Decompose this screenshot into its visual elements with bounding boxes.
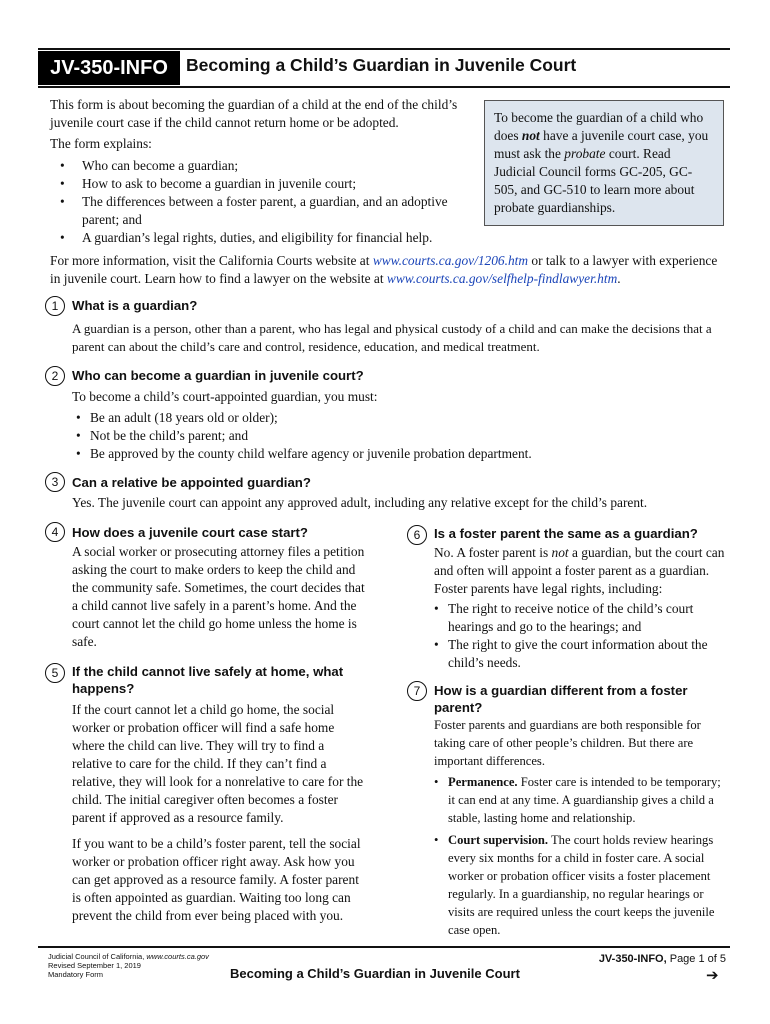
more-info-paragraph [50,252,720,288]
permanence-text: Foster care is intended to be temporary; it can end at any time. A guardianship gives a child a stable, lasting home and relationship. [448,775,721,825]
list-item: • A guardian’s legal rights, duties, and eligibility for financial help. [50,229,460,247]
form-id-badge: JV-350-INFO [38,51,180,85]
section-2-bullet-list [72,409,722,463]
court-supervision-text: The court holds review hearings every six months for a child in foster care. A social worker or probation officer visits a foster placement regularly. In a guardianship, no regular hearings or visits are required unless the court keeps the juvenile case open. [448,833,715,937]
list-item: • The right to give the court information about the child’s needs. [430,636,720,672]
section-7-lead: Foster parents and guardians are both responsible for taking care of other people’s children. But there are important differences. [434,718,701,768]
section-2-number: 2 [45,366,65,386]
section-3-text: Yes. The juvenile court can appoint any approved adult, including any relative except for the child’s parent. [72,495,648,510]
more-info-text: . [617,271,621,286]
intro-explains-label: The form explains: [50,136,152,151]
probate-note-text: To become the guardian of a child who does [494,110,704,143]
section-3-number: 3 [45,472,65,492]
footer-title: Becoming a Child’s Guardian in Juvenile Court [230,966,520,981]
footer-website-link[interactable]: www.courts.ca.gov [146,952,209,961]
more-info-text: or talk to a lawyer with experience in juvenile court. Learn how to find a lawyer on the website at [50,253,718,286]
section-6-text-part: a guardian, but the court can and often will appoint a foster parent as a guardian. Foster parents have legal rights, including: [434,545,725,596]
section-5-number: 5 [45,663,65,683]
footer-mandatory-form: Mandatory Form [48,970,104,979]
permanence-label: Permanence. [448,775,518,789]
list-item: • Be an adult (18 years old or older); [72,409,722,427]
courts-guardian-link[interactable]: www.courts.ca.gov/1206.htm [372,253,529,268]
section-1-text: A guardian is a person, other than a parent, who has legal and physical custody of a child and can make the decisions that a parent can about the child’s care and control, residence, education, and medical treatment. [72,321,712,354]
probate-note-text: have a juvenile court case, you must ask the [494,128,709,161]
section-6-heading: Is a foster parent the same as a guardian? [434,526,698,541]
list-item [430,773,726,827]
section-4-text: A social worker or prosecuting attorney files a petition asking the court to make orders to keep the child and the community safe. Sometimes, the court decides that a child cannot live safely in a parent’s home. And the court cannot let the child go home unless the home is safe. [72,544,365,649]
section-6-bullet-list [430,600,720,672]
probate-note-box [484,100,724,226]
intro-paragraph: This form is about becoming the guardian of a child at the end of the child’s juvenile court case if the child cannot return home or be adopted. [50,97,458,130]
section-6-emphasis: not [551,545,569,560]
section-5-heading: If the child cannot live safely at home, what happens? [72,664,344,696]
section-1-heading: What is a guardian? [72,298,198,313]
section-5-paragraph-1: If the court cannot let a child go home, the social worker or probation officer will find a safe home where the child can live. They will try to find a relative to care for the child. If they can’t find a relative, they will look for a nonrelative to care for the child. The initial caregiver often becomes a foster parent if approved as a resource family. [72,702,364,825]
probate-note-emphasis: not [521,128,540,143]
footer-page-info [580,953,726,965]
footer-revised-date: Revised September 1, 2019 [48,961,141,970]
footer-page-number: Page 1 of 5 [666,953,726,965]
section-4-number: 4 [45,522,65,542]
find-lawyer-link[interactable]: www.courts.ca.gov/selfhelp-findlawyer.htm [386,271,618,286]
court-supervision-label: Court supervision. [448,833,549,847]
section-7-number: 7 [407,681,427,701]
footer-rule [38,946,730,948]
intro-bullet-list [50,157,460,247]
section-4-heading: How does a juvenile court case start? [72,525,308,540]
list-item: • Not be the child’s parent; and [72,427,722,445]
section-7-heading: How is a guardian different from a foster parent? [434,683,688,715]
page-title: Becoming a Child’s Guardian in Juvenile Court [186,55,577,75]
section-7-bullet-list [430,773,726,939]
list-item [430,831,726,939]
section-2-lead: To become a child’s court-appointed guardian, you must: [72,389,378,404]
footer-form-id: JV-350-INFO, [598,953,667,965]
list-item: • The differences between a foster parent, a guardian, and an adoptive parent; and [50,193,460,229]
next-page-arrow-icon[interactable]: ➔ [706,966,719,984]
probate-note-text: court. Read Judicial Council forms GC-205, GC-505, and GC-510 to learn more about probate guardianships. [494,146,695,215]
footer-publisher-text: Judicial Council of California, [48,952,147,961]
header-bottom-rule [38,86,730,88]
more-info-text: For more information, visit the California Courts website at [50,253,373,268]
header-top-rule [38,48,730,50]
list-item: • Who can become a guardian; [50,157,460,175]
section-3-heading: Can a relative be appointed guardian? [72,475,311,490]
probate-note-emphasis: probate [564,146,606,161]
list-item: • The right to receive notice of the child’s court hearings and go to the hearings; and [430,600,720,636]
list-item: • Be approved by the county child welfare agency or juvenile probation department. [72,445,722,463]
footer-publisher [48,952,209,961]
section-5-paragraph-2: If you want to be a child’s foster parent, tell the social worker or probation officer right away. Ask how you can get approved as a resource family. A foster parent is often appointed as guardian. Waiting too long can prevent the child from ever being placed with you. [72,836,361,923]
section-1-number: 1 [45,296,65,316]
section-6-number: 6 [407,525,427,545]
list-item: • How to ask to become a guardian in juvenile court; [50,175,460,193]
section-6-text-part: No. A foster parent is [434,545,552,560]
section-2-heading: Who can become a guardian in juvenile court? [72,368,364,383]
section-6-text [434,544,729,598]
